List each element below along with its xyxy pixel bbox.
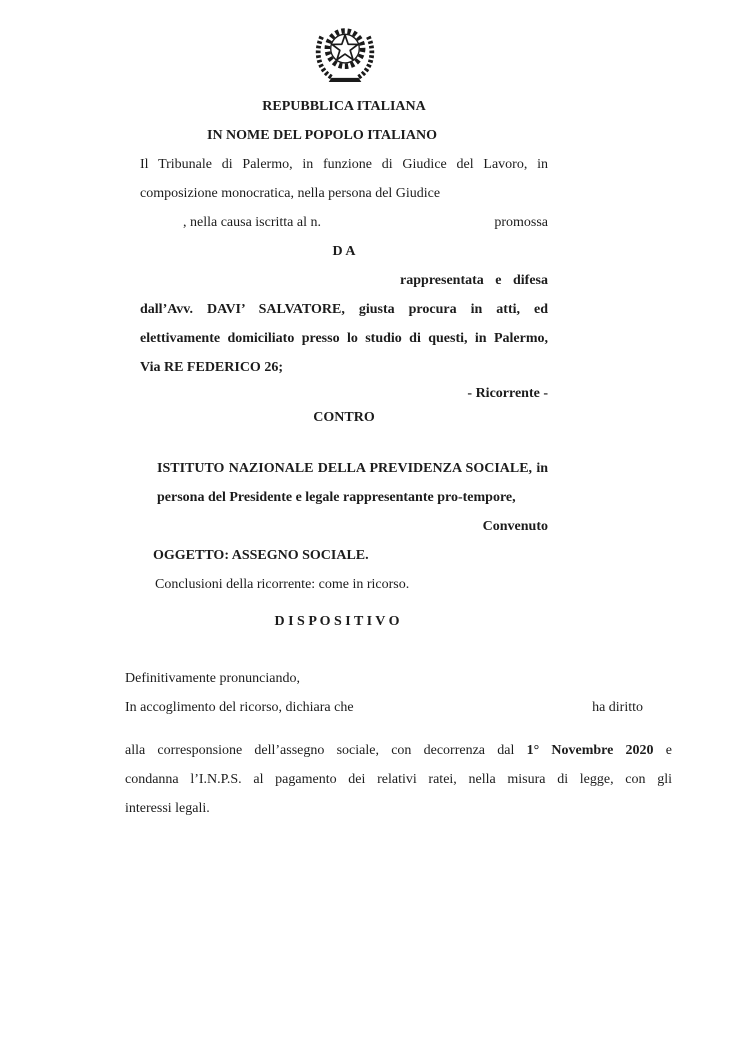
oggetto-line: OGGETTO: ASSEGNO SOCIALE.: [153, 548, 369, 563]
ruling-line-5: interessi legali.: [125, 801, 210, 816]
ruling-line-3-pre: alla corresponsione dell’assegno sociale, con decorrenza dal: [125, 743, 527, 758]
intro-line-3: [140, 208, 548, 237]
intro-line-2: composizione monocratica, nella persona del Giudice: [140, 186, 441, 201]
spacer: [125, 722, 672, 736]
ricorrente-line-3: elettivamente domiciliato presso lo studio di questi, in Palermo,: [140, 331, 548, 346]
ruling-line-1: Definitivamente pronunciando,: [125, 671, 300, 686]
ricorrente-label: - Ricorrente -: [467, 386, 548, 401]
ricorrente-line-1: [140, 266, 548, 295]
spacer: [140, 430, 548, 454]
header-in-nome-del-popolo: IN NOME DEL POPOLO ITALIANO: [207, 128, 437, 143]
italian-republic-emblem-icon: [311, 16, 379, 84]
convenuto-line-1: ISTITUTO NAZIONALE DELLA PREVIDENZA SOCIALE, in: [157, 461, 548, 476]
intro-line-3-left: , nella causa iscritta al n.: [183, 215, 321, 230]
ruling-line-3: [125, 736, 672, 765]
intro-line-1: Il Tribunale di Palermo, in funzione di Giudice del Lavoro, in: [140, 157, 548, 172]
spacer: [140, 599, 548, 607]
ricorrente-line-2: dall’Avv. DAVI’ SALVATORE, giusta procura in atti, ed: [140, 302, 548, 317]
ruling-line-3-post: e: [653, 743, 672, 758]
ruling-line-4: condanna l’I.N.P.S. al pagamento dei relativi ratei, nella misura di legge, con gli: [125, 772, 672, 787]
convenuto-line-2: persona del Presidente e legale rappresentante pro-tempore,: [157, 490, 516, 505]
document-body: [140, 92, 548, 636]
ricorrente-line-4: Via RE FEDERICO 26;: [140, 360, 283, 375]
da-heading: D A: [332, 244, 356, 259]
header-repubblica-italiana: REPUBBLICA ITALIANA: [262, 99, 426, 114]
ricorrente-line-1-text: rappresentata e difesa: [400, 273, 548, 288]
contro-heading: CONTRO: [313, 410, 375, 425]
ruling-line-2-left: In accoglimento del ricorso, dichiara che: [125, 700, 354, 715]
ruling-section: [125, 664, 672, 823]
ruling-line-2-right: ha diritto: [592, 700, 643, 715]
ruling-line-2: [125, 693, 672, 722]
conclusioni-line: Conclusioni della ricorrente: come in ricorso.: [155, 577, 410, 592]
convenuto-label: Convenuto: [482, 519, 548, 534]
dispositivo-heading: D I S P O S I T I V O: [274, 614, 400, 629]
ruling-line-3-date: 1° Novembre 2020: [526, 743, 654, 758]
intro-line-3-right: promossa: [494, 215, 548, 230]
